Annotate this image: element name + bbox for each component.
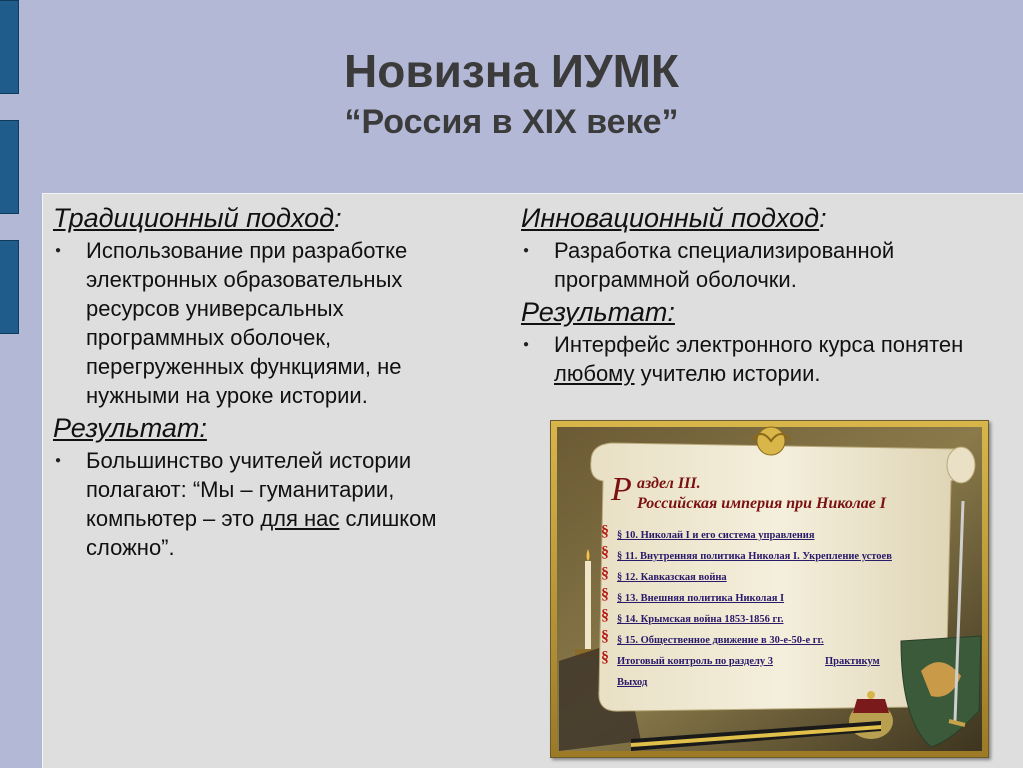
- section-mark-icon: §: [601, 586, 609, 603]
- result-underlined-text: для нас: [260, 506, 340, 531]
- course-menu-link[interactable]: § 13. Внешняя политика Николая I: [617, 593, 785, 604]
- innovative-result-bullet: [521, 330, 991, 388]
- course-menu-item[interactable]: [599, 676, 919, 697]
- title-drop-cap: Р: [611, 471, 632, 508]
- exit-link[interactable]: Выход: [617, 677, 648, 688]
- section-mark-icon: §: [601, 523, 609, 540]
- course-menu-item[interactable]: [599, 607, 919, 634]
- course-menu-link[interactable]: § 12. Кавказская война: [617, 572, 727, 583]
- heading-colon: :: [334, 203, 342, 233]
- practicum-link[interactable]: Практикум: [825, 656, 880, 667]
- course-menu-item[interactable]: [599, 523, 919, 550]
- heading-colon: :: [819, 203, 827, 233]
- course-menu-link[interactable]: § 15. Общественное движение в 30-е-50-е гг.: [617, 635, 824, 646]
- course-interface-screenshot: [550, 420, 989, 758]
- result-text-part2: учителю истории.: [634, 361, 821, 386]
- traditional-result-bullet: [53, 446, 483, 562]
- result-underlined-text: любому: [554, 361, 635, 386]
- side-bar-decoration: [0, 240, 19, 334]
- traditional-bullet-text: Использование при разработке электронных образовательных ресурсов универсальных программных оболочек, перегруженных функциями, не нужными на уроке истории.: [86, 238, 408, 408]
- innovative-heading: [521, 200, 991, 236]
- section-mark-icon: §: [601, 607, 609, 624]
- innovative-heading-text: Инновационный подход: [521, 203, 820, 233]
- title-line-1: аздел III.: [637, 475, 701, 492]
- slide-title-block: [0, 42, 1023, 144]
- course-menu-item[interactable]: [599, 544, 919, 571]
- traditional-result-heading: [53, 410, 483, 446]
- section-mark-icon: §: [601, 565, 609, 582]
- section-mark-icon: §: [601, 649, 609, 666]
- section-mark-icon: §: [601, 628, 609, 645]
- result-heading-text: Результат:: [53, 413, 207, 443]
- result-text-part2: слишком сложно”.: [86, 506, 437, 560]
- course-menu-item[interactable]: [599, 565, 919, 592]
- slide-title: Новизна ИУМК: [344, 45, 679, 97]
- section-mark-icon: §: [601, 544, 609, 561]
- innovative-bullet-text: Разработка специализированной программной оболочки.: [554, 238, 895, 292]
- course-menu-item[interactable]: [599, 649, 919, 676]
- innovative-bullet: [521, 236, 991, 294]
- innovative-approach-column: [521, 200, 991, 388]
- course-section-title: [611, 471, 887, 514]
- traditional-heading: [53, 200, 483, 236]
- final-test-link[interactable]: Итоговый контроль по разделу 3: [617, 656, 774, 667]
- result-heading-text: Результат:: [521, 297, 675, 327]
- slide-subtitle: “Россия в XIX веке”: [344, 103, 679, 141]
- traditional-heading-text: Традиционный подход: [53, 203, 335, 233]
- course-menu-item[interactable]: [599, 628, 919, 655]
- result-text-part1: Большинство учителей истории полагают: “Мы – гуманитарии, компьютер – это: [86, 448, 412, 531]
- course-menu-link[interactable]: § 14. Крымская война 1853-1856 гг.: [617, 614, 784, 625]
- title-line-2: Российская империя при Николае I: [637, 495, 887, 512]
- course-menu-link[interactable]: § 11. Внутренняя политика Николая I. Укрепление устоев: [617, 551, 892, 562]
- course-menu-item[interactable]: [599, 586, 919, 613]
- result-text-part1: Интерфейс электронного курса понятен: [554, 332, 964, 357]
- innovative-result-heading: [521, 294, 991, 330]
- course-menu: [599, 523, 919, 697]
- traditional-bullet: [53, 236, 483, 410]
- traditional-approach-column: [53, 200, 483, 562]
- course-menu-link[interactable]: § 10. Николай I и его система управления: [617, 530, 815, 541]
